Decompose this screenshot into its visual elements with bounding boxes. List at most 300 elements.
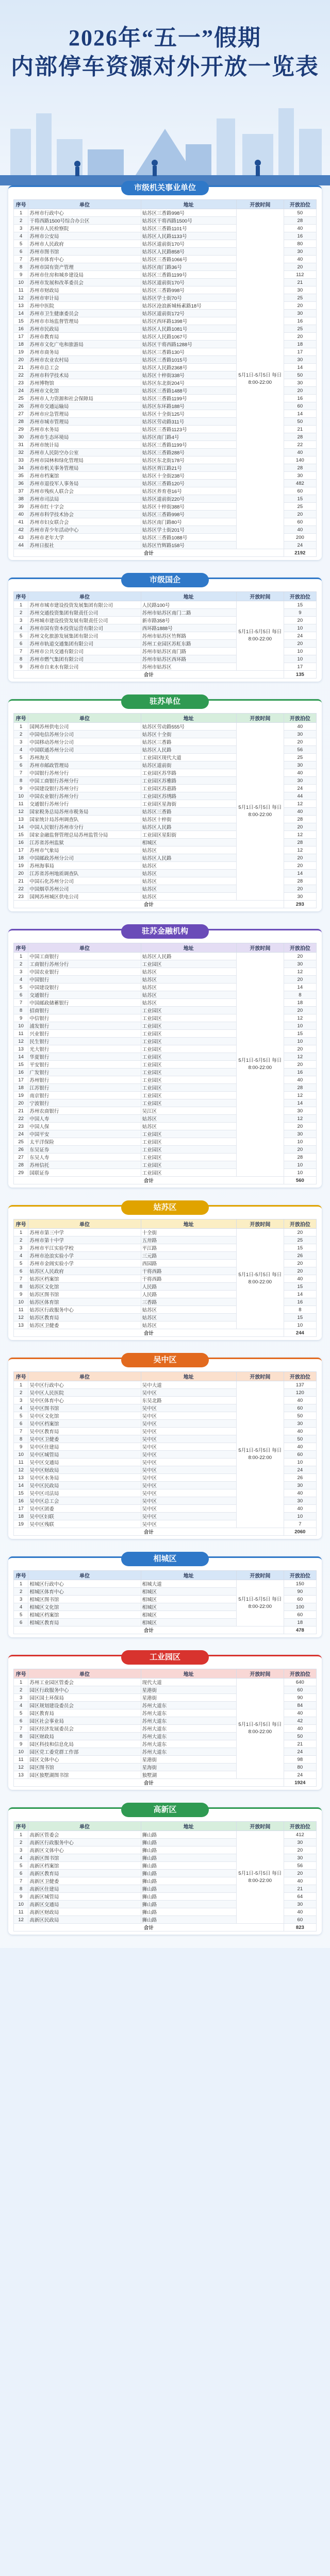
parking-table bbox=[13, 713, 317, 908]
index-cell: 22 bbox=[14, 1115, 28, 1123]
table-header-row bbox=[14, 943, 317, 953]
unit-cell: 中国烟草苏州公司 bbox=[28, 885, 141, 893]
unit-cell: 苏州市人民防空办公室 bbox=[28, 449, 141, 456]
index-cell: 2 bbox=[14, 1236, 28, 1244]
unit-cell: 苏州市人民检察院 bbox=[28, 225, 141, 232]
spaces-cell: 20 bbox=[284, 640, 316, 648]
address-cell: 现代大道 bbox=[141, 1679, 236, 1686]
spaces-cell: 60 bbox=[284, 1611, 316, 1619]
address-cell: 星海街 bbox=[141, 1764, 236, 1771]
spaces-cell: 10 bbox=[284, 624, 316, 632]
address-cell: 姑苏区 bbox=[141, 1115, 236, 1123]
unit-cell: 高新区民政局 bbox=[28, 1916, 141, 1924]
spaces-cell: 20 bbox=[284, 617, 316, 624]
index-cell: 1 bbox=[14, 1831, 28, 1839]
unit-cell: 吴中区住建局 bbox=[28, 1443, 141, 1451]
spaces-cell: 112 bbox=[284, 271, 316, 279]
address-cell: 苏州大道东 bbox=[141, 1748, 236, 1756]
index-cell: 24 bbox=[14, 387, 28, 395]
address-cell: 姑苏区三香路120号 bbox=[141, 480, 236, 487]
index-cell: 2 bbox=[14, 1839, 28, 1846]
spaces-cell: 150 bbox=[284, 1580, 316, 1588]
section-title: 姑苏区 bbox=[121, 1200, 209, 1215]
address-cell: 狮山路 bbox=[141, 1877, 236, 1885]
column-header: 单位 bbox=[28, 1822, 141, 1831]
table-header-row bbox=[14, 1822, 317, 1831]
index-cell: 41 bbox=[14, 518, 28, 526]
index-cell: 8 bbox=[14, 655, 28, 663]
address-cell: 姑苏区 bbox=[141, 1306, 236, 1314]
index-cell: 1 bbox=[14, 953, 28, 960]
index-cell: 19 bbox=[14, 348, 28, 356]
address-cell: 工业园区 bbox=[141, 1099, 236, 1107]
spaces-cell: 30 bbox=[284, 777, 316, 785]
address-cell: 狮山路 bbox=[141, 1862, 236, 1870]
spaces-cell: 20 bbox=[284, 1870, 316, 1877]
index-cell: 38 bbox=[14, 495, 28, 503]
spaces-cell: 20 bbox=[284, 976, 316, 984]
index-cell: 8 bbox=[14, 1435, 28, 1443]
address-cell: 星港街 bbox=[141, 1686, 236, 1694]
address-cell: 姑苏区人民路1133号 bbox=[141, 232, 236, 240]
spaces-cell: 28 bbox=[284, 839, 316, 846]
section-title: 驻苏金融机构 bbox=[121, 924, 209, 939]
index-cell: 11 bbox=[14, 800, 28, 808]
section-card bbox=[8, 1556, 322, 1637]
address-cell: 姑苏区 bbox=[141, 984, 236, 991]
opening-time-cell: 5月1日-5月5日 每日8:00-22:00 bbox=[237, 1679, 284, 1779]
unit-cell: 中国银行 bbox=[28, 976, 141, 984]
spaces-cell: 24 bbox=[284, 1466, 316, 1474]
spaces-cell: 56 bbox=[284, 746, 316, 754]
index-cell: 2 bbox=[14, 609, 28, 617]
address-cell: 姑苏区十梓街338号 bbox=[141, 371, 236, 379]
address-cell: 相城区 bbox=[141, 1619, 236, 1626]
unit-cell: 中国移动苏州分公司 bbox=[28, 738, 141, 746]
unit-cell: 工商银行苏州分行 bbox=[28, 960, 141, 968]
index-cell: 4 bbox=[14, 1252, 28, 1260]
address-cell: 姑苏区竹辉路158号 bbox=[141, 541, 236, 549]
address-cell: 工业园区 bbox=[141, 1146, 236, 1154]
unit-cell: 中国工商银行苏州分行 bbox=[28, 777, 141, 785]
section-card bbox=[8, 575, 322, 682]
index-cell: 16 bbox=[14, 1497, 28, 1505]
unit-cell: 国网苏州城区供电公司 bbox=[28, 893, 141, 901]
total-value: 560 bbox=[284, 1177, 316, 1184]
spaces-cell: 17 bbox=[284, 348, 316, 356]
unit-cell: 吴中区卫健委 bbox=[28, 1435, 141, 1443]
spaces-cell: 64 bbox=[284, 1893, 316, 1901]
address-cell: 姑苏区西环路1398号 bbox=[141, 317, 236, 325]
spaces-cell: 40 bbox=[284, 256, 316, 263]
unit-cell: 苏州市财政局 bbox=[28, 286, 141, 294]
index-cell: 43 bbox=[14, 534, 28, 541]
spaces-cell: 28 bbox=[284, 217, 316, 225]
address-cell: 姑苏区胥江路21号 bbox=[141, 464, 236, 472]
unit-cell: 民生银行 bbox=[28, 1038, 141, 1045]
unit-cell: 国联证券 bbox=[28, 1169, 141, 1177]
unit-cell: 吴中区财政局 bbox=[28, 1466, 141, 1474]
spaces-cell: 20 bbox=[284, 1260, 316, 1267]
spaces-cell: 12 bbox=[284, 1115, 316, 1123]
unit-cell: 苏州市园林和绿化管理局 bbox=[28, 456, 141, 464]
spaces-cell: 14 bbox=[284, 984, 316, 991]
unit-cell: 高新区行政服务中心 bbox=[28, 1839, 141, 1846]
index-cell: 9 bbox=[14, 271, 28, 279]
index-cell: 15 bbox=[14, 1061, 28, 1069]
unit-cell: 太平洋保险 bbox=[28, 1138, 141, 1146]
address-cell: 姑苏区三香路1088号 bbox=[141, 534, 236, 541]
address-cell: 狮山路 bbox=[141, 1831, 236, 1839]
address-cell: 姑苏区 bbox=[141, 991, 236, 999]
spaces-cell: 40 bbox=[284, 225, 316, 232]
index-cell: 23 bbox=[14, 1123, 28, 1130]
spaces-cell: 12 bbox=[284, 846, 316, 854]
spaces-cell: 26 bbox=[284, 1252, 316, 1260]
unit-cell: 苏州市人民政府 bbox=[28, 240, 141, 248]
table-row bbox=[14, 209, 317, 217]
address-cell: 工业园区 bbox=[141, 1161, 236, 1169]
address-cell: 相城区 bbox=[141, 1603, 236, 1611]
index-cell: 20 bbox=[14, 1099, 28, 1107]
spaces-cell: 120 bbox=[284, 1389, 316, 1397]
index-cell: 9 bbox=[14, 1014, 28, 1022]
unit-cell: 苏州市青少年活动中心 bbox=[28, 526, 141, 534]
total-row bbox=[14, 1924, 317, 1931]
spaces-cell: 412 bbox=[284, 1831, 316, 1839]
unit-cell: 吴中区司法局 bbox=[28, 1489, 141, 1497]
unit-cell: 苏州市文化馆 bbox=[28, 387, 141, 395]
spaces-cell: 84 bbox=[284, 1702, 316, 1709]
unit-cell: 苏州市机关事务管理局 bbox=[28, 464, 141, 472]
index-cell: 3 bbox=[14, 617, 28, 624]
unit-cell: 园区行政服务中心 bbox=[28, 1686, 141, 1694]
address-cell: 姑苏区干将西路1500号 bbox=[141, 217, 236, 225]
column-header: 开放泊位 bbox=[284, 200, 316, 209]
unit-cell: 园区教育局 bbox=[28, 1709, 141, 1717]
section-title: 工业园区 bbox=[121, 1650, 209, 1665]
spaces-cell: 30 bbox=[284, 893, 316, 901]
unit-cell: 苏州市农业农村局 bbox=[28, 356, 141, 364]
spaces-cell: 30 bbox=[284, 761, 316, 769]
spaces-cell: 30 bbox=[284, 379, 316, 387]
index-cell: 10 bbox=[14, 792, 28, 800]
total-row bbox=[14, 1528, 317, 1536]
spaces-cell: 40 bbox=[284, 1397, 316, 1404]
address-cell: 姑苏区人民路858号 bbox=[141, 248, 236, 256]
unit-cell: 吴中区民政局 bbox=[28, 1482, 141, 1489]
table-header-row bbox=[14, 714, 317, 723]
address-cell: 姑苏区道前街220号 bbox=[141, 495, 236, 503]
spaces-cell: 20 bbox=[284, 1061, 316, 1069]
index-cell: 13 bbox=[14, 1045, 28, 1053]
index-cell: 2 bbox=[14, 960, 28, 968]
spaces-cell: 8 bbox=[284, 991, 316, 999]
column-header: 序号 bbox=[14, 943, 28, 953]
unit-cell: 高新区文体中心 bbox=[28, 1846, 141, 1854]
column-header: 单位 bbox=[28, 714, 141, 723]
spaces-cell: 10 bbox=[284, 1161, 316, 1169]
spaces-cell: 25 bbox=[284, 325, 316, 333]
spaces-cell: 12 bbox=[284, 831, 316, 839]
section-title: 市级机关事业单位 bbox=[121, 181, 209, 195]
address-cell: 工业园区 bbox=[141, 1130, 236, 1138]
spaces-cell: 9 bbox=[284, 609, 316, 617]
unit-cell: 苏州市商务局 bbox=[28, 348, 141, 356]
address-cell: 工业园区星海街 bbox=[141, 800, 236, 808]
address-cell: 西环路1888号 bbox=[141, 624, 236, 632]
unit-cell: 高新区卫健委 bbox=[28, 1877, 141, 1885]
table-row bbox=[14, 953, 317, 960]
spaces-cell: 30 bbox=[284, 1901, 316, 1908]
address-cell: 姑苏区三香路1101号 bbox=[141, 225, 236, 232]
table-header-row bbox=[14, 1219, 317, 1229]
address-cell: 相城区 bbox=[141, 1596, 236, 1603]
unit-cell: 园区财政局 bbox=[28, 1733, 141, 1740]
opening-time-cell: 5月1日-5月5日 每日8:00-22:00 bbox=[237, 209, 284, 549]
unit-cell: 中国人保 bbox=[28, 1123, 141, 1130]
column-header: 开放泊位 bbox=[284, 714, 316, 723]
unit-cell: 吴中区城管局 bbox=[28, 1451, 141, 1459]
address-cell: 人民路100号 bbox=[141, 601, 236, 609]
index-cell: 10 bbox=[14, 1748, 28, 1756]
spaces-cell: 10 bbox=[284, 1022, 316, 1030]
index-cell: 10 bbox=[14, 1901, 28, 1908]
address-cell: 苏州市姑苏区南门路 bbox=[141, 648, 236, 655]
total-value: 823 bbox=[284, 1924, 316, 1931]
column-header: 开放时间 bbox=[237, 592, 284, 601]
spaces-cell: 16 bbox=[284, 232, 316, 240]
index-cell: 6 bbox=[14, 640, 28, 648]
address-cell: 苏州大道东 bbox=[141, 1717, 236, 1725]
address-cell: 吴中区 bbox=[141, 1451, 236, 1459]
unit-cell: 姑苏区人民政府 bbox=[28, 1267, 141, 1275]
address-cell: 姑苏区人民路 bbox=[141, 746, 236, 754]
spaces-cell: 18 bbox=[284, 999, 316, 1007]
unit-cell: 中国联通苏州分公司 bbox=[28, 746, 141, 754]
unit-cell: 交通银行苏州分行 bbox=[28, 800, 141, 808]
spaces-cell: 60 bbox=[284, 1686, 316, 1694]
spaces-cell: 40 bbox=[284, 1076, 316, 1084]
index-cell: 4 bbox=[14, 746, 28, 754]
index-cell: 29 bbox=[14, 1169, 28, 1177]
spaces-cell: 14 bbox=[284, 1291, 316, 1298]
address-cell: 相城大道 bbox=[141, 1580, 236, 1588]
address-cell: 姑苏区十梓街388号 bbox=[141, 503, 236, 511]
unit-cell: 苏州市住房和城乡建设局 bbox=[28, 271, 141, 279]
address-cell: 姑苏区 bbox=[141, 846, 236, 854]
index-cell: 18 bbox=[14, 1513, 28, 1520]
address-cell: 星港街 bbox=[141, 1694, 236, 1702]
index-cell: 5 bbox=[14, 754, 28, 761]
address-cell: 工业园区 bbox=[141, 1038, 236, 1045]
unit-cell: 平安银行 bbox=[28, 1061, 141, 1069]
spaces-cell: 60 bbox=[284, 518, 316, 526]
index-cell: 20 bbox=[14, 356, 28, 364]
index-cell: 8 bbox=[14, 1007, 28, 1014]
column-header: 地址 bbox=[141, 1219, 236, 1229]
index-cell: 14 bbox=[14, 823, 28, 831]
spaces-cell: 30 bbox=[284, 1854, 316, 1862]
spaces-cell: 28 bbox=[284, 433, 316, 441]
unit-cell: 苏州市城市管理局 bbox=[28, 418, 141, 426]
address-cell: 姑苏区南门路80号 bbox=[141, 518, 236, 526]
address-cell: 姑苏区沧浪新城杨素路18号 bbox=[141, 302, 236, 310]
index-cell: 4 bbox=[14, 1702, 28, 1709]
address-cell: 工业园区 bbox=[141, 1069, 236, 1076]
address-cell: 人民路 bbox=[141, 1291, 236, 1298]
unit-cell: 相城区档案馆 bbox=[28, 1611, 141, 1619]
unit-cell: 苏州市生态环境局 bbox=[28, 433, 141, 441]
index-cell: 11 bbox=[14, 1030, 28, 1038]
index-cell: 7 bbox=[14, 1725, 28, 1733]
address-cell: 姑苏区三香路288号 bbox=[141, 449, 236, 456]
index-cell: 3 bbox=[14, 1846, 28, 1854]
index-cell: 21 bbox=[14, 1107, 28, 1115]
total-row bbox=[14, 549, 317, 557]
spaces-cell: 40 bbox=[284, 769, 316, 777]
unit-cell: 姑苏区图书馆 bbox=[28, 1291, 141, 1298]
unit-cell: 高新区城管局 bbox=[28, 1893, 141, 1901]
spaces-cell: 24 bbox=[284, 785, 316, 792]
spaces-cell: 10 bbox=[284, 1038, 316, 1045]
spaces-cell: 18 bbox=[284, 1619, 316, 1626]
spaces-cell: 8 bbox=[284, 1306, 316, 1314]
spaces-cell: 40 bbox=[284, 723, 316, 731]
spaces-cell: 22 bbox=[284, 441, 316, 449]
index-cell: 2 bbox=[14, 1389, 28, 1397]
address-cell: 吴中区 bbox=[141, 1420, 236, 1428]
unit-cell: 苏州市科学技术局 bbox=[28, 371, 141, 379]
spaces-cell: 24 bbox=[284, 1771, 316, 1779]
address-cell: 独墅湖 bbox=[141, 1771, 236, 1779]
column-header: 单位 bbox=[28, 943, 141, 953]
address-cell: 姑苏区 bbox=[141, 1314, 236, 1321]
total-row bbox=[14, 1626, 317, 1634]
column-header: 开放时间 bbox=[237, 1669, 284, 1679]
address-cell: 三元路 bbox=[141, 1252, 236, 1260]
title-line-1: 2026年“五一”假期 bbox=[69, 25, 261, 50]
unit-cell: 高新区图书馆 bbox=[28, 1854, 141, 1862]
parking-table bbox=[13, 1371, 317, 1536]
unit-cell: 苏州市第三中学 bbox=[28, 1229, 141, 1236]
address-cell: 姑苏区道前街172号 bbox=[141, 310, 236, 317]
index-cell: 7 bbox=[14, 769, 28, 777]
address-cell: 工业园区苏雅路 bbox=[141, 777, 236, 785]
section-card bbox=[8, 1655, 322, 1790]
address-cell: 相城区 bbox=[141, 1611, 236, 1619]
spaces-cell: 28 bbox=[284, 464, 316, 472]
spaces-cell: 30 bbox=[284, 960, 316, 968]
unit-cell: 苏州市燃气集团有限公司 bbox=[28, 655, 141, 663]
spaces-cell: 14 bbox=[284, 410, 316, 418]
unit-cell: 苏州市国有资本投资运营有限公司 bbox=[28, 624, 141, 632]
unit-cell: 苏州市应急管理局 bbox=[28, 410, 141, 418]
index-cell: 6 bbox=[14, 1870, 28, 1877]
parking-table bbox=[13, 943, 317, 1184]
unit-cell: 南京银行 bbox=[28, 1092, 141, 1099]
address-cell: 吴中区 bbox=[141, 1412, 236, 1420]
address-cell: 姑苏区 bbox=[141, 976, 236, 984]
index-cell: 13 bbox=[14, 302, 28, 310]
unit-cell: 苏州工业园区管委会 bbox=[28, 1679, 141, 1686]
address-cell: 姑苏区道前街170号 bbox=[141, 240, 236, 248]
unit-cell: 苏州市审计局 bbox=[28, 294, 141, 302]
index-cell: 37 bbox=[14, 487, 28, 495]
spaces-cell: 21 bbox=[284, 426, 316, 433]
unit-cell: 中国石化苏州分公司 bbox=[28, 877, 141, 885]
index-cell: 11 bbox=[14, 1908, 28, 1916]
unit-cell: 吴中区人民医院 bbox=[28, 1389, 141, 1397]
total-label: 合计 bbox=[14, 1329, 284, 1337]
spaces-cell: 80 bbox=[284, 240, 316, 248]
address-cell: 工业园区 bbox=[141, 1169, 236, 1177]
address-cell: 苏州大道东 bbox=[141, 1702, 236, 1709]
total-value: 244 bbox=[284, 1329, 316, 1337]
unit-cell: 国家税务总局苏州市税务局 bbox=[28, 808, 141, 816]
unit-cell: 苏州市民政局 bbox=[28, 325, 141, 333]
index-cell: 26 bbox=[14, 1146, 28, 1154]
column-header: 序号 bbox=[14, 200, 28, 209]
unit-cell: 苏州中医院 bbox=[28, 302, 141, 310]
address-cell: 工业园区 bbox=[141, 1045, 236, 1053]
spaces-cell: 30 bbox=[284, 1497, 316, 1505]
index-cell: 4 bbox=[14, 976, 28, 984]
address-cell: 工业园区 bbox=[141, 960, 236, 968]
spaces-cell: 15 bbox=[284, 495, 316, 503]
total-value: 2192 bbox=[284, 549, 316, 557]
column-header: 开放时间 bbox=[237, 1372, 284, 1381]
unit-cell: 中国银行苏州分行 bbox=[28, 769, 141, 777]
column-header: 开放泊位 bbox=[284, 1571, 316, 1580]
unit-cell: 苏州海事局 bbox=[28, 862, 141, 870]
unit-cell: 国家金融监督管理总局苏州监管分局 bbox=[28, 831, 141, 839]
opening-time-cell: 5月1日-5月5日 每日8:00-22:00 bbox=[237, 1831, 284, 1924]
unit-cell: 中信银行 bbox=[28, 1014, 141, 1022]
spaces-cell: 30 bbox=[284, 286, 316, 294]
index-cell: 30 bbox=[14, 433, 28, 441]
address-cell: 姑苏区东北街204号 bbox=[141, 379, 236, 387]
spaces-cell: 28 bbox=[284, 877, 316, 885]
unit-cell: 中国邮政苏州分公司 bbox=[28, 854, 141, 862]
title-line-2: 内部停车资源对外开放一览表 bbox=[11, 54, 319, 79]
spaces-cell: 20 bbox=[284, 885, 316, 893]
spaces-cell: 40 bbox=[284, 1877, 316, 1885]
address-cell: 姑苏区 bbox=[141, 862, 236, 870]
parking-table bbox=[13, 1570, 317, 1634]
unit-cell: 宁波银行 bbox=[28, 1099, 141, 1107]
address-cell: 工业园区 bbox=[141, 1022, 236, 1030]
spaces-cell: 56 bbox=[284, 1862, 316, 1870]
address-cell: 姑苏区十全街238号 bbox=[141, 472, 236, 480]
address-cell: 相城区 bbox=[141, 1588, 236, 1596]
unit-cell: 交通银行 bbox=[28, 991, 141, 999]
unit-cell: 中国建设银行 bbox=[28, 984, 141, 991]
unit-cell: 苏州海关 bbox=[28, 754, 141, 761]
index-cell: 5 bbox=[14, 984, 28, 991]
spaces-cell: 40 bbox=[284, 449, 316, 456]
index-cell: 1 bbox=[14, 1381, 28, 1389]
spaces-cell: 20 bbox=[284, 1229, 316, 1236]
table-header-row bbox=[14, 200, 317, 209]
total-value: 135 bbox=[284, 671, 316, 679]
unit-cell: 中国工商银行 bbox=[28, 953, 141, 960]
address-cell: 狮山路 bbox=[141, 1908, 236, 1916]
spaces-cell: 40 bbox=[284, 808, 316, 816]
column-header: 开放时间 bbox=[237, 943, 284, 953]
index-cell: 6 bbox=[14, 991, 28, 999]
unit-cell: 高新区教育局 bbox=[28, 1870, 141, 1877]
